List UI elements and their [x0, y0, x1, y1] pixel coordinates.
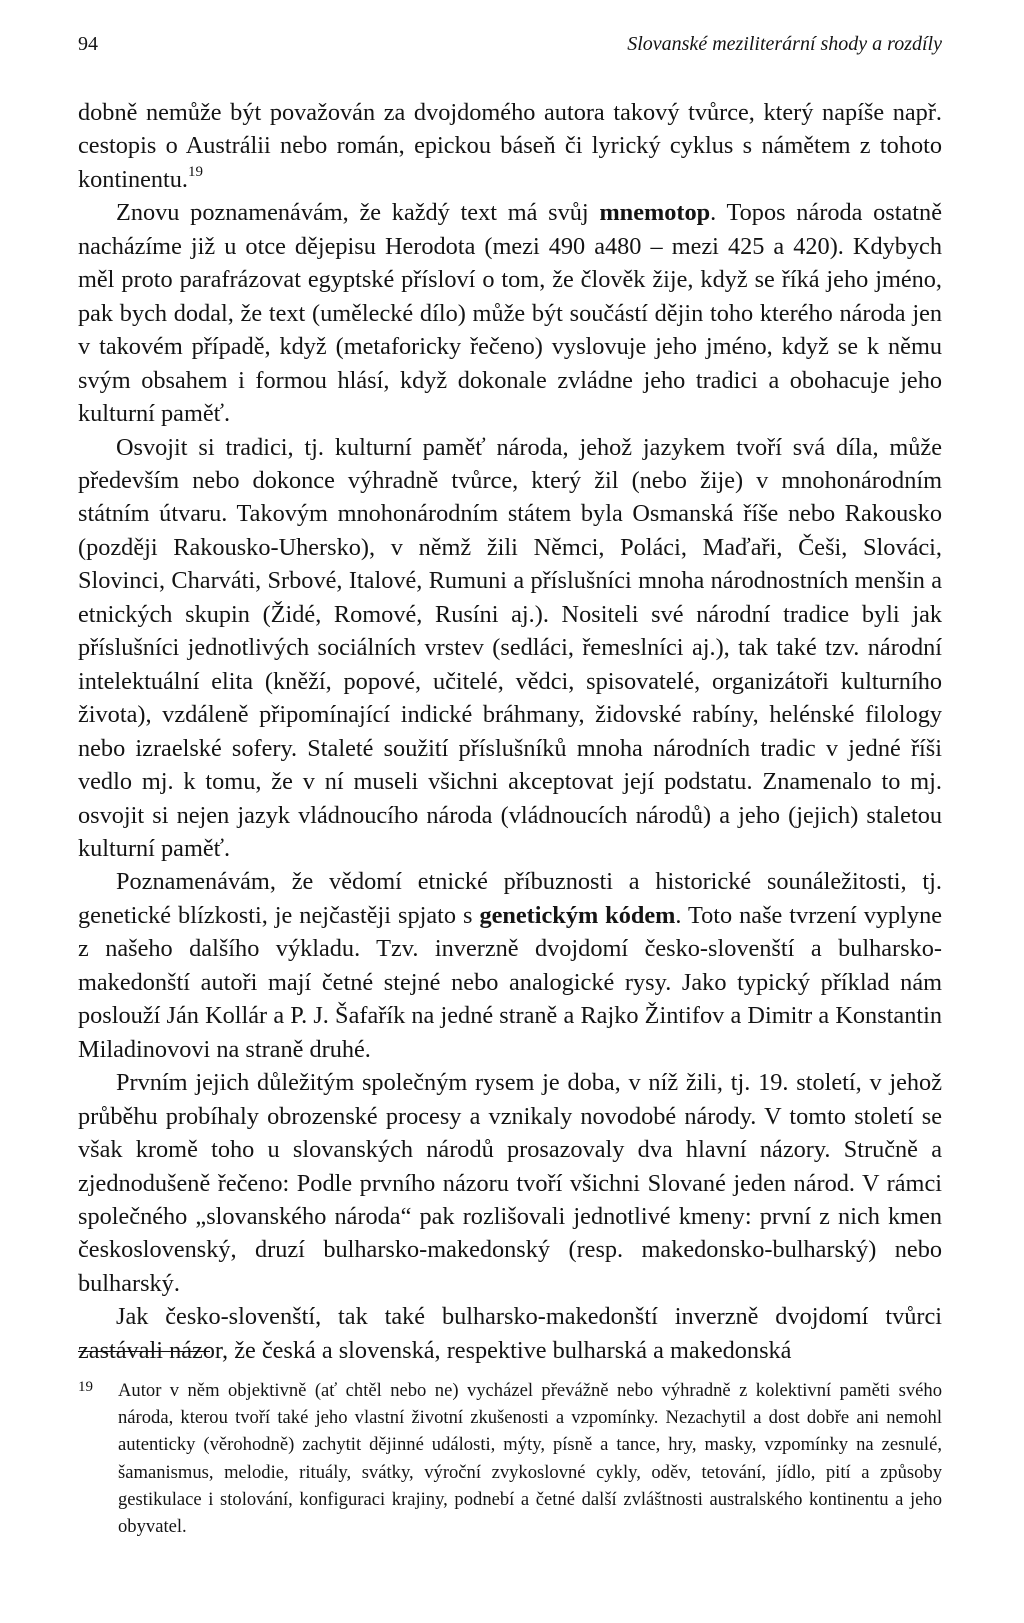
paragraph-6: Jak česko-slovenští, tak také bulharsko-makedonští inverzně dvojdomí tvůrci zastávali názor, že česká a slovenská, respektive bulharská a makedonská: [78, 1303, 942, 1364]
paragraph-4: [78, 865, 942, 1066]
term-mnemotop: mnemotop: [599, 199, 711, 227]
footnote-text: Autor v něm objektivně (ať chtěl nebo ne) vycházel převážně nebo výhradně z kolektivní paměti svého národa, kterou tvoří také jeho vlastní životní zkušenosti a vzpomínky. Nezachytil a dost dobře ani nemohl autenticky (věrohodně) zachytit dějinné události, mýty, písně a tance, hry, masky, vzpomínky na zesnulé, šamanismus, melodie, rituály, svátky, výroční zvykoslovné cykly, oděv, tetování, jídlo, pití a způsoby gestikulace i stolování, konfiguraci krajiny, podnebí a četné další zvláštnosti australského kontinentu a jeho obyvatel.: [118, 1380, 942, 1538]
paragraph-5: Prvním jejich důležitým společným rysem je doba, v níž žili, tj. 19. století, v jehož průběhu probíhaly obrozenské procesy a vznikaly novodobé národy. V tomto století se však kromě toho u slovanských národů prosazovaly dva hlavní názory. Stručně a zjednodušeně řečeno: Podle prvního názoru tvoří všichni Slované jeden národ. V rámci společného „slovanského národa“ pak rozlišovali jednotlivé kmeny: první z nich kmen československý, druzí bulharsko-makedonský (resp. makedonsko-bulharský) nebo bulharský.: [78, 1069, 942, 1297]
footnote-separator: [78, 1351, 210, 1352]
page-header: [78, 33, 942, 56]
running-title: Slovanské meziliterární shody a rozdíly: [627, 33, 942, 55]
page-number: 94: [78, 33, 98, 55]
footnote-ref-19[interactable]: 19: [188, 163, 204, 180]
footnote-number: 19: [78, 1379, 93, 1395]
paragraph-2: [78, 196, 942, 430]
body-text: [78, 96, 942, 1367]
paragraph-4-text-a: Poznamenávám, že vědomí etnické příbuznosti a historické sounáležitosti, tj. genetické blízkosti, je nejčastěji spjato s: [78, 868, 942, 929]
paragraph-3: Osvojit si tradici, tj. kulturní paměť národa, jehož jazykem tvoří svá díla, může především nebo dokonce výhradně tvůrce, který žil (nebo žije) v mnohonárodním státním útvaru. Takovým mnohonárodním státem byla Osmanská říše nebo Rakousko (později Rakousko-Uhersko), v němž žili Němci, Poláci, Maďaři, Češi, Slováci, Slovinci, Charváti, Srbové, Italové, Rumuni a příslušníci mnoha národnostních menšin a etnických skupin (Židé, Romové, Rusíni aj.). Nositeli své národní tradice byli jak příslušníci jednotlivých sociálních vrstev (sedláci, řemeslníci aj.), tak také tzv. národní intelektuální elita (kněží, popové, učitelé, vědci, spisovatelé, organizátoři kulturního života), vzdáleně připomínající indické bráhmany, židovské rabíny, helénské filology nebo izraelské sofery. Staleté soužití příslušníků mnoha národních tradic v jedné říši vedlo mj. k tomu, že v ní museli všichni akceptovat její podstatu. Znamenalo to mj. osvojit si nejen jazyk vládnoucího národa (vládnoucích národů) a jeho (jejich) staletou kulturní paměť.: [78, 433, 942, 862]
paragraph-2-text-b: . Topos národa ostatně nacházíme již u otce dějepisu Herodota (mezi 490 a480 – mezi 425 a 420). Kdybych měl proto parafrázovat egyptské přísloví o tom, že člověk žije, když se říká jeho jméno, pak bych dodal, že text (umělecké dílo) může být součástí dějin toho kterého národa jen v takovém případě, když (metaforicky řečeno) vyslovuje jeho jméno, když se k němu svým obsahem i formou hlásí, když dokonale zvládne jeho tradici a obohacuje jeho kulturní paměť.: [78, 199, 942, 428]
paragraph-1-text: dobně nemůže být považován za dvojdomého autora takový tvůrce, který napíše např. cestopis o Austrálii nebo román, epickou báseň či lyrický cyklus s námětem z tohoto kontinentu.: [78, 99, 942, 193]
footnote-19: [78, 1377, 942, 1540]
paragraph-1: [78, 96, 942, 196]
paragraph-2-text-a: Znovu poznamenávám, že každý text má svůj: [116, 199, 600, 227]
term-geneticky-kod: genetickým kódem: [479, 901, 676, 929]
paragraph-4-text-b: . Toto naše tvrzení vyplyne z našeho dalšího výkladu. Tzv. inverzně dvojdomí česko-slovenští a bulharsko-makedonští autoři mají četné stejné nebo analogické rysy. Jako typický příklad nám poslouží Ján Kollár a P. J. Šafařík na jedné straně a Rajko Žintifov a Dimitr a Konstantin Miladinovovi na straně druhé.: [78, 901, 943, 1063]
